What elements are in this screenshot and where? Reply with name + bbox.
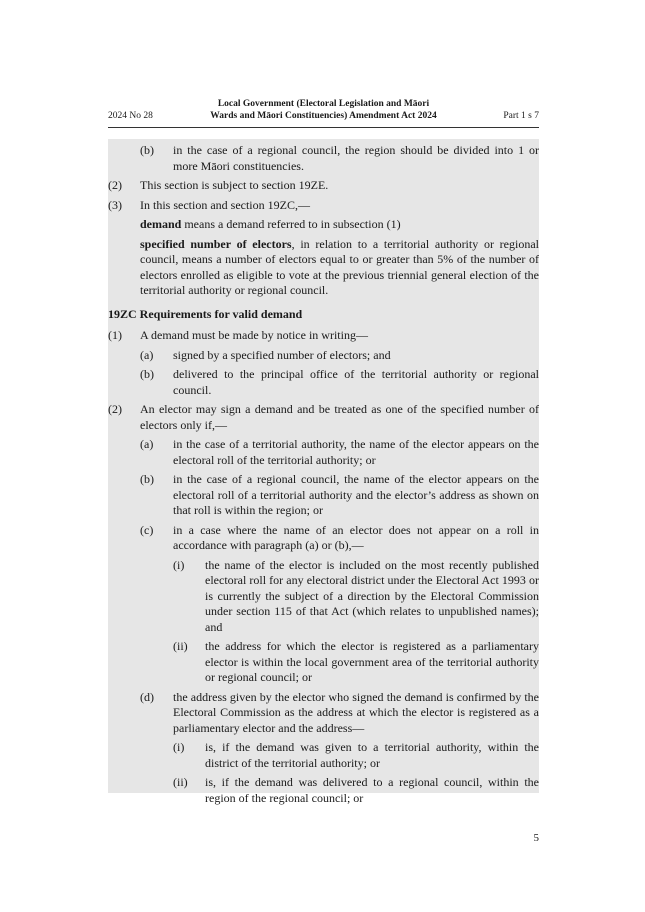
subparagraph-text: is, if the demand was delivered to a regional council, within the region of the regional council; or: [205, 775, 539, 805]
paragraph-label: (b): [140, 472, 154, 486]
paragraph-2b: [108, 472, 539, 519]
defined-term: demand: [140, 217, 182, 231]
subparagraph-text: is, if the demand was given to a territorial authority, within the district of the territorial authority; or: [205, 740, 539, 770]
definition-demand: [108, 217, 539, 233]
subsection-text: An elector may sign a demand and be treated as one of the specified number of electors only if,—: [140, 402, 539, 432]
paragraph-label: (d): [140, 689, 154, 704]
defined-term: specified number of electors: [140, 236, 292, 251]
subparagraph-2c-i: [108, 558, 539, 636]
paragraph-label: (c): [140, 522, 154, 537]
paragraph-2a: [108, 437, 539, 468]
paragraph-1b: [108, 367, 539, 398]
paragraph-2d: [108, 690, 539, 737]
section-heading: 19ZC Requirements for valid demand: [108, 306, 303, 321]
definition-specified-number: [108, 237, 539, 299]
document-body: [108, 143, 539, 810]
paragraph-b: [108, 143, 539, 174]
running-header: [108, 98, 539, 128]
paragraph-1a: [108, 348, 539, 364]
subparagraph-label: (ii): [173, 639, 188, 653]
paragraph-label: (b): [140, 367, 154, 381]
paragraph-2c: [108, 523, 539, 554]
header-rule: [108, 127, 539, 128]
definition-text: , in relation to a territorial authority or regional council, means a number of electors equal to or greater than 5% of the number of electors enrolled as eligible to vote at the previous triennial general election of the territorial authority or regional council.: [140, 236, 539, 297]
paragraph-text: delivered to the principal office of the territorial authority or regional council.: [173, 367, 539, 397]
subsection-label: (2): [108, 178, 122, 192]
part-section-ref: Part 1 s 7: [503, 111, 539, 121]
subparagraph-label: (i): [173, 557, 185, 572]
subparagraph-2c-ii: [108, 639, 539, 686]
paragraph-label: (a): [140, 347, 154, 362]
subsection-label: (2): [108, 402, 122, 416]
subparagraph-label: (ii): [173, 775, 188, 789]
paragraph-label: (b): [140, 143, 154, 157]
subsection-label: (3): [108, 197, 122, 212]
definition-text: means a demand referred to in subsection (1): [181, 217, 401, 231]
subparagraph-2d-i: [108, 740, 539, 771]
paragraph-text: signed by a specified number of electors; and: [173, 347, 391, 362]
subparagraph-label: (i): [173, 740, 185, 754]
act-title: [108, 99, 539, 122]
subsection-label: (1): [108, 328, 122, 342]
act-title-line-2: Wards and Māori Constituencies) Amendment Act 2024: [210, 110, 437, 121]
subparagraph-2d-ii: [108, 775, 539, 806]
subsection-text: In this section and section 19ZC,—: [140, 197, 310, 212]
paragraph-text: in the case of a territorial authority, the name of the elector appears on the electoral roll of the territorial authority; or: [173, 437, 539, 467]
page-number: 5: [533, 832, 539, 844]
subsection-text: A demand must be made by notice in writing—: [140, 328, 368, 342]
paragraph-text: the address given by the elector who signed the demand is confirmed by the Electoral Commission as the address at which the elector is registered as a parliamentary elector and the address—: [173, 689, 539, 735]
paragraph-text: in the case of a regional council, the name of the elector appears on the electoral roll of a territorial authority and the elector’s address as shown on that roll is within the region; or: [173, 472, 539, 517]
subparagraph-text: the address for which the elector is registered as a parliamentary elector is within the local government area of the territorial authority or regional council; or: [205, 639, 539, 684]
subsection-1: [108, 328, 539, 344]
subsection-3: [108, 198, 539, 214]
paragraph-text: in a case where the name of an elector does not appear on a roll in accordance with paragraph (a) or (b),—: [173, 522, 539, 552]
paragraph-label: (a): [140, 437, 154, 451]
paragraph-text: in the case of a regional council, the region should be divided into 1 or more Māori constituencies.: [173, 143, 539, 173]
subsection-2b: [108, 402, 539, 433]
act-title-line-1: Local Government (Electoral Legislation and Māori: [217, 99, 430, 109]
subsection-2: [108, 178, 539, 194]
act-number: 2024 No 28: [108, 111, 153, 121]
subsection-text: This section is subject to section 19ZE.: [140, 178, 329, 192]
subparagraph-text: the name of the elector is included on the most recently published electoral roll for any electoral district under the Electoral Act 1993 or is currently the subject of a direction by the Electoral Commission under section 115 of that Act (which relates to unpublished names); and: [205, 557, 539, 634]
